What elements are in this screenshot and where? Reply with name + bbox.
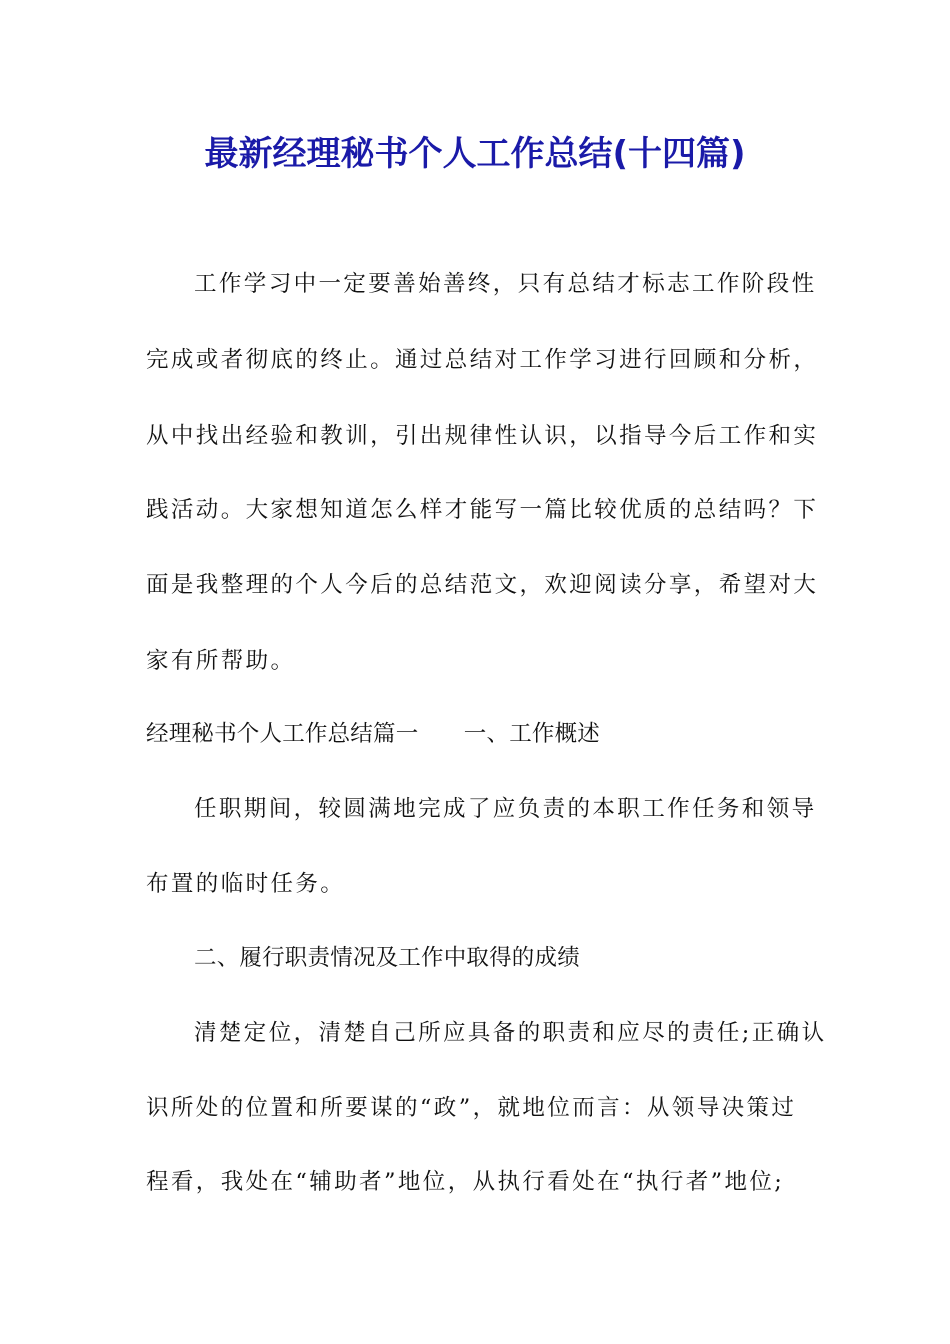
paragraph-line: 完成或者彻底的终止。通过总结对工作学习进行回顾和分析，	[146, 347, 819, 373]
document-title: 最新经理秘书个人工作总结(十四篇)	[204, 134, 746, 174]
paragraph-line: 程看，我处在“辅助者”地位，从执行看处在“执行者”地位;	[146, 1169, 785, 1195]
paragraph-line: 识所处的位置和所要谋的“政”，就地位而言：从领导决策过	[146, 1095, 797, 1121]
paragraph-line: 家有所帮助。	[146, 648, 296, 674]
paragraph-line: 清楚定位，清楚自己所应具备的职责和应尽的责任;正确认	[194, 1020, 827, 1046]
paragraph-line: 布置的临时任务。	[146, 871, 346, 897]
section-heading: 经理秘书个人工作总结篇一 一、工作概述	[146, 721, 601, 747]
paragraph-line: 任职期间，较圆满地完成了应负责的本职工作任务和领导	[194, 796, 817, 822]
paragraph-line: 工作学习中一定要善始善终，只有总结才标志工作阶段性	[194, 271, 817, 297]
paragraph-line: 面是我整理的个人今后的总结范文，欢迎阅读分享，希望对大	[146, 572, 819, 598]
paragraph-line: 践活动。大家想知道怎么样才能写一篇比较优质的总结吗？下	[146, 497, 819, 523]
section-heading: 二、履行职责情况及工作中取得的成绩	[194, 945, 580, 971]
paragraph-line: 从中找出经验和教训，引出规律性认识，以指导今后工作和实	[146, 423, 819, 449]
